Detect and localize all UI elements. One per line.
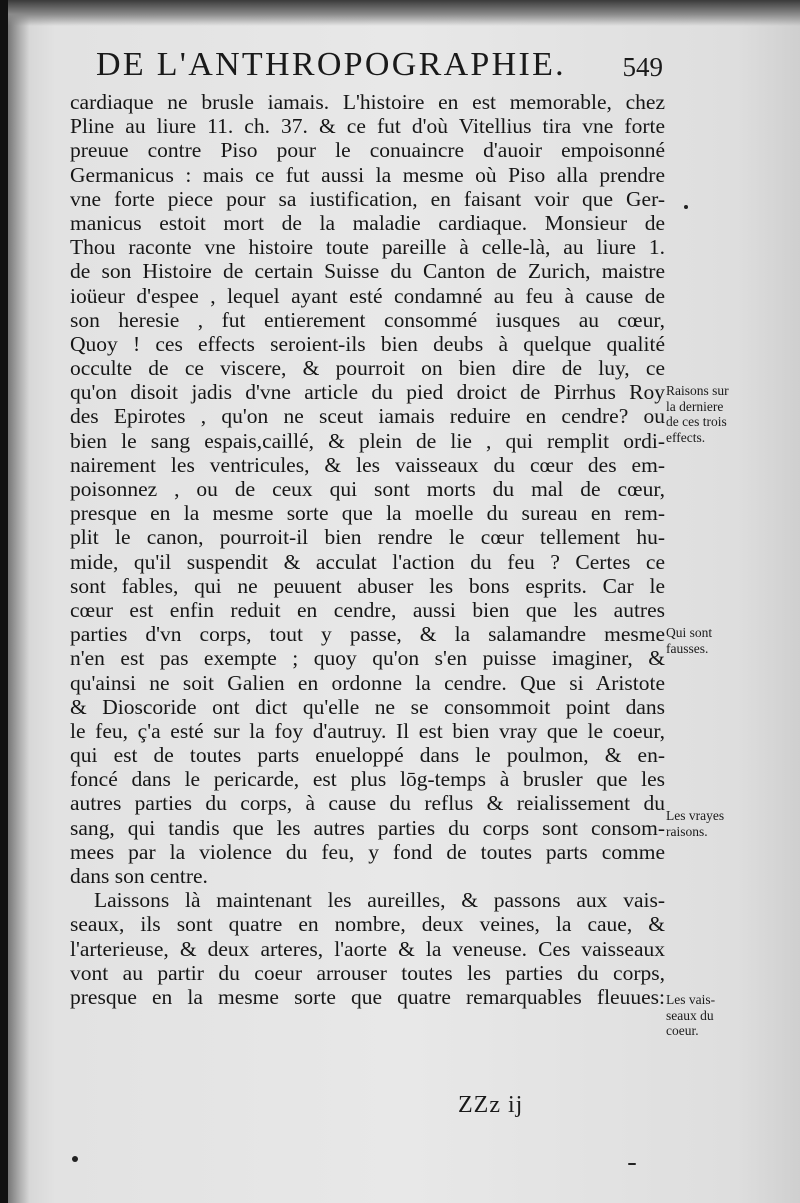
text-line: presque en la mesme sorte que la moelle du sureau en rem- xyxy=(70,501,665,526)
text-line: manicus estoit mort de la maladie cardiaque. Monsieur de xyxy=(70,210,665,235)
page-number: 549 xyxy=(622,52,663,82)
book-spine xyxy=(8,0,30,1203)
book-page xyxy=(8,0,800,1203)
margin-note-line: Les vais- xyxy=(666,992,716,1007)
text-line: Pline au liure 11. ch. 37. & ce fut d'où Vitellius tira vne forte xyxy=(70,114,665,139)
text-line: vne forte piece pour sa iustification, en faisant voir que Ger- xyxy=(70,186,665,211)
margin-note xyxy=(666,992,758,1039)
margin-note-line: coeur. xyxy=(666,1023,699,1038)
margin-note-line: la derniere xyxy=(666,398,724,414)
text-line: qui est de toutes parts enueloppé dans le poulmon, & en- xyxy=(70,743,665,768)
text-line: cardiaque ne brusle iamais. L'histoire en est memorable, chez xyxy=(70,90,665,114)
text-line: parties d'vn corps, tout y passe, & la salamandre mesme xyxy=(70,622,665,647)
text-line: dans son centre. xyxy=(70,864,208,888)
text-line: ioüeur d'espee , lequel ayant esté condamné au feu à cause de xyxy=(70,283,665,308)
ink-speck xyxy=(72,1156,78,1162)
text-line: de son Histoire de certain Suisse du Canton de Zurich, maistre xyxy=(70,259,665,284)
body-text xyxy=(70,90,665,1009)
text-line: l'arterieuse, & deux arteres, l'aorte & la veneuse. Ces vaisseaux xyxy=(70,936,665,961)
text-line: Germanicus : mais ce fut aussi la mesme où Piso alla prendre xyxy=(70,162,665,187)
page-top-shadow xyxy=(8,0,800,26)
text-line: & Dioscoride ont dict qu'elle ne se consommoit point dans xyxy=(70,694,665,719)
margin-note-line: fausses. xyxy=(666,640,709,656)
text-line: occulte de ce viscere, & pourroit on bien dire de luy, ce xyxy=(70,356,665,381)
text-line: plit le canon, pourroit-il bien rendre le cœur tellement hu- xyxy=(70,525,665,550)
text-line: le feu, ç'a esté sur la foy d'autruy. Il est bien vray que le coeur, xyxy=(70,718,665,743)
margin-note xyxy=(666,808,758,839)
signature-mark: ZZz ij xyxy=(458,1092,524,1118)
text-line: sang, qui tandis que les autres parties du corps sont consom- xyxy=(70,815,665,840)
margin-note-line: raisons. xyxy=(666,823,708,839)
margin-note-line: seaux du xyxy=(666,1007,714,1023)
margin-note xyxy=(666,383,758,445)
text-line: bien le sang espais,caillé, & plein de lie , qui remplit ordi- xyxy=(70,428,665,453)
text-line: mide, qu'il suspendit & acculat l'action du feu ? Certes ce xyxy=(70,549,665,574)
text-line: vont au partir du coeur arrouser toutes les parties du corps, xyxy=(70,960,665,985)
text-line: qu'ainsi ne soit Galien en ordonne la cendre. Que si Aristote xyxy=(70,670,665,695)
margin-note-line: Les vrayes xyxy=(666,808,725,823)
text-line: Quoy ! ces effects seroient-ils bien deubs à quelque qualité xyxy=(70,331,665,356)
margin-note-line: Qui sont xyxy=(666,625,713,640)
text-line: poisonnez , ou de ceux qui sont morts du mal de cœur, xyxy=(70,477,665,501)
text-line: nairement les ventricules, & les vaisseaux du cœur des em- xyxy=(70,452,665,477)
ink-speck xyxy=(628,1163,636,1165)
margin-note-line: effects. xyxy=(666,429,706,445)
margin-note-line: Raisons sur xyxy=(666,383,729,398)
text-line: presque en la mesme sorte que quatre remarquables fleuues: xyxy=(70,984,665,1009)
text-line: mees par la violence du feu, y fond de toutes parts comme xyxy=(70,839,665,864)
text-line: autres parties du corps, à cause du reflus & reialissement du xyxy=(70,791,665,816)
text-line: seaux, ils sont quatre en nombre, deux veines, la caue, & xyxy=(70,912,665,937)
text-line: qu'on disoit jadis d'vne article du pied droict de Pirrhus Roy xyxy=(70,380,665,405)
text-line: Thou raconte vne histoire toute pareille à celle-là, au liure 1. xyxy=(70,235,665,260)
running-title: DE L'ANTHROPOGRAPHIE. xyxy=(96,46,566,83)
margin-note xyxy=(666,625,758,656)
ink-speck xyxy=(684,205,688,209)
text-line: preuue contre Piso pour le conuaincre d'auoir empoisonné xyxy=(70,138,665,163)
page-header xyxy=(96,46,671,90)
text-line: Laissons là maintenant les aureilles, & passons aux vais- xyxy=(94,888,665,913)
text-line: n'en est pas exempte ; quoy qu'on s'en puisse imaginer, & xyxy=(70,646,665,671)
text-line: des Epirotes , qu'on ne sceut iamais reduire en cendre? ou xyxy=(70,404,665,429)
text-line: foncé dans le pericarde, est plus lōg-temps à brusler que les xyxy=(70,767,665,792)
margin-note-line: de ces trois xyxy=(666,414,727,429)
text-line: cœur est enfin reduit en cendre, aussi bien que les autres xyxy=(70,597,665,622)
text-line: sont fables, qui ne peuuent abuser les bons esprits. Car le xyxy=(70,573,665,598)
text-line: son heresie , fut entierement consommé iusques au cœur, xyxy=(70,307,665,332)
